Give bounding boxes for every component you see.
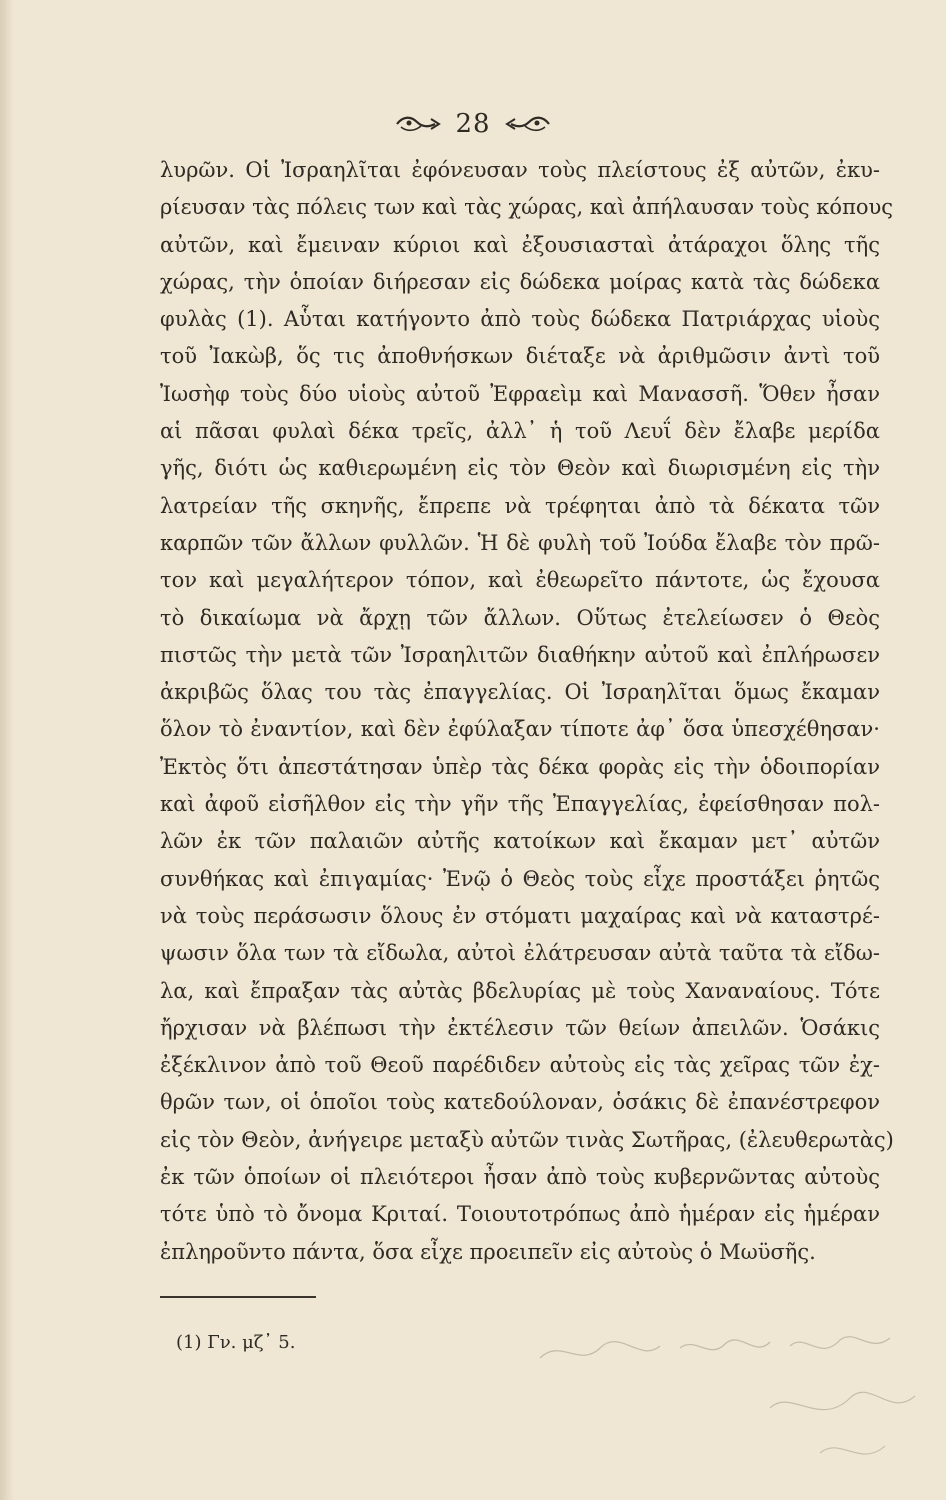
text-line: Ἰωσὴφ τοὺς δύο υἱοὺς αὐτοῦ Ἐφραεὶμ καὶ Μανασσῆ. Ὅθεν ἦσαν [160,381,880,406]
text-line: λῶν ἐκ τῶν παλαιῶν αὐτῆς κατοίκων καὶ ἔκαμαν μετ᾽ αὐτῶν [160,829,880,854]
text-line: καρπῶν τῶν ἄλλων φυλλῶν. Ἡ δὲ φυλὴ τοῦ Ἰούδα ἔλαβε τὸν πρῶ- [160,530,880,555]
pencil-marks-image [520,1318,940,1478]
text-line: νὰ τοὺς περάσωσιν ὅλους ἐν στόματι μαχαίρας καὶ νὰ καταστρέ- [160,903,880,928]
text-line: εἰς τὸν Θεὸν, ἀνήγειρε μεταξὺ αὐτῶν τινὰς Σωτῆρας, (ἐλευθερωτὰς) [160,1127,894,1152]
page-number: 28 [455,109,491,139]
text-line: ἐκ τῶν ὁποίων οἱ πλειότεροι ἦσαν ἀπὸ τοὺς κυβερνῶντας αὐτοὺς [160,1165,880,1190]
text-line: τότε ὑπὸ τὸ ὄνομα Κριταί. Τοιουτοτρόπως ἀπὸ ἡμέραν εἰς ἡμέραν [160,1202,880,1227]
left-ornament-icon [395,113,441,135]
text-line: ἤρχισαν νὰ βλέπωσι τὴν ἐκτέλεσιν τῶν θείων ἀπειλῶν. Ὁσάκις [160,1015,880,1040]
text-line: τον καὶ μεγαλήτερον τόπον, καὶ ἐθεωρεῖτο πάντοτε, ὡς ἔχουσα [160,568,880,593]
text-line: γῆς, διότι ὡς καθιερωμένη εἰς τὸν Θεὸν καὶ διωρισμένη εἰς τὴν [160,456,880,481]
text-line: τὸ δικαίωμα νὰ ἄρχῃ τῶν ἄλλων. Οὕτως ἐτελείωσεν ὁ Θεὸς [160,605,880,630]
right-ornament-icon [505,113,551,135]
text-line-last: ἐπληροῦντο πάντα, ὅσα εἶχε προειπεῖν εἰς αὐτοὺς ὁ Μωϋσῆς. [160,1239,816,1264]
text-line: Ἐκτὸς ὅτι ἀπεστάτησαν ὑπὲρ τὰς δέκα φορὰς εἰς τὴν ὁδοιπορίαν [160,754,880,779]
text-line: ἐξέκλινον ἀπὸ τοῦ Θεοῦ παρέδιδεν αὐτοὺς εἰς τὰς χεῖρας τῶν ἐχ- [160,1053,880,1078]
page-header [0,104,946,144]
text-line: αὐτῶν, καὶ ἔμειναν κύριοι καὶ ἐξουσιασταὶ ἀτάραχοι ὅλης τῆς [160,232,880,257]
text-line: ρίευσαν τὰς πόλεις των καὶ τὰς χώρας, καὶ ἀπήλαυσαν τοὺς κόπους [160,195,894,220]
page-edge-shadow [0,0,14,1500]
text-line: πιστῶς τὴν μετὰ τῶν Ἰσραηλιτῶν διαθήκην αὐτοῦ καὶ ἐπλήρωσεν [160,642,880,667]
text-line: λυρῶν. Οἱ Ἰσραηλῖται ἐφόνευσαν τοὺς πλείστους ἐξ αὐτῶν, ἐκυ- [160,158,880,182]
text-line: συνθήκας καὶ ἐπιγαμίας· Ἐνῷ ὁ Θεὸς τοὺς εἶχε προστάξει ῥητῶς [160,866,880,891]
text-line: χώρας, τὴν ὁποίαν διήρεσαν εἰς δώδεκα μοίρας κατὰ τὰς δώδεκα [160,269,880,294]
text-line: τοῦ Ἰακὼβ, ὅς τις ἀποθνήσκων διέταξε νὰ ἀριθμῶσιν ἀντὶ τοῦ [160,344,880,369]
text-line: λα, καὶ ἔπραξαν τὰς αὐτὰς βδελυρίας μὲ τοὺς Χαναναίους. Τότε [160,978,880,1003]
text-line: αἱ πᾶσαι φυλαὶ δέκα τρεῖς, ἀλλ᾽ ἡ τοῦ Λευΐ δὲν ἔλαβε μερίδα [160,419,880,444]
text-line: ἀκριβῶς ὅλας του τὰς ἐπαγγελίας. Οἱ Ἰσραηλῖται ὅμως ἔκαμαν [160,680,880,705]
footnote: (1) Γν. μζ᾽ 5. [176,1332,296,1353]
text-line: φυλὰς (1). Αὗται κατήγοντο ἀπὸ τοὺς δώδεκα Πατριάρχας υἱοὺς [160,307,880,332]
text-line: ψωσιν ὅλα των τὰ εἴδωλα, αὐτοὶ ἐλάτρευσαν αὐτὰ ταῦτα τὰ εἴδω- [160,941,880,966]
body-text [160,152,894,1271]
text-line: λατρείαν τῆς σκηνῆς, ἔπρεπε νὰ τρέφηται ἀπὸ τὰ δέκατα τῶν [160,493,880,518]
text-line: ὅλον τὸ ἐναντίον, καὶ δὲν ἐφύλαξαν τίποτε ἀφ᾽ ὅσα ὑπεσχέθησαν· [160,717,880,742]
footnote-rule [160,1296,316,1298]
text-line: καὶ ἀφοῦ εἰσῆλθον εἰς τὴν γῆν τῆς Ἐπαγγελίας, ἐφείσθησαν πολ- [160,792,880,817]
text-line: θρῶν των, οἱ ὁποῖοι τοὺς κατεδούλοναν, ὁσάκις δὲ ἐπανέστρεφον [160,1090,880,1115]
